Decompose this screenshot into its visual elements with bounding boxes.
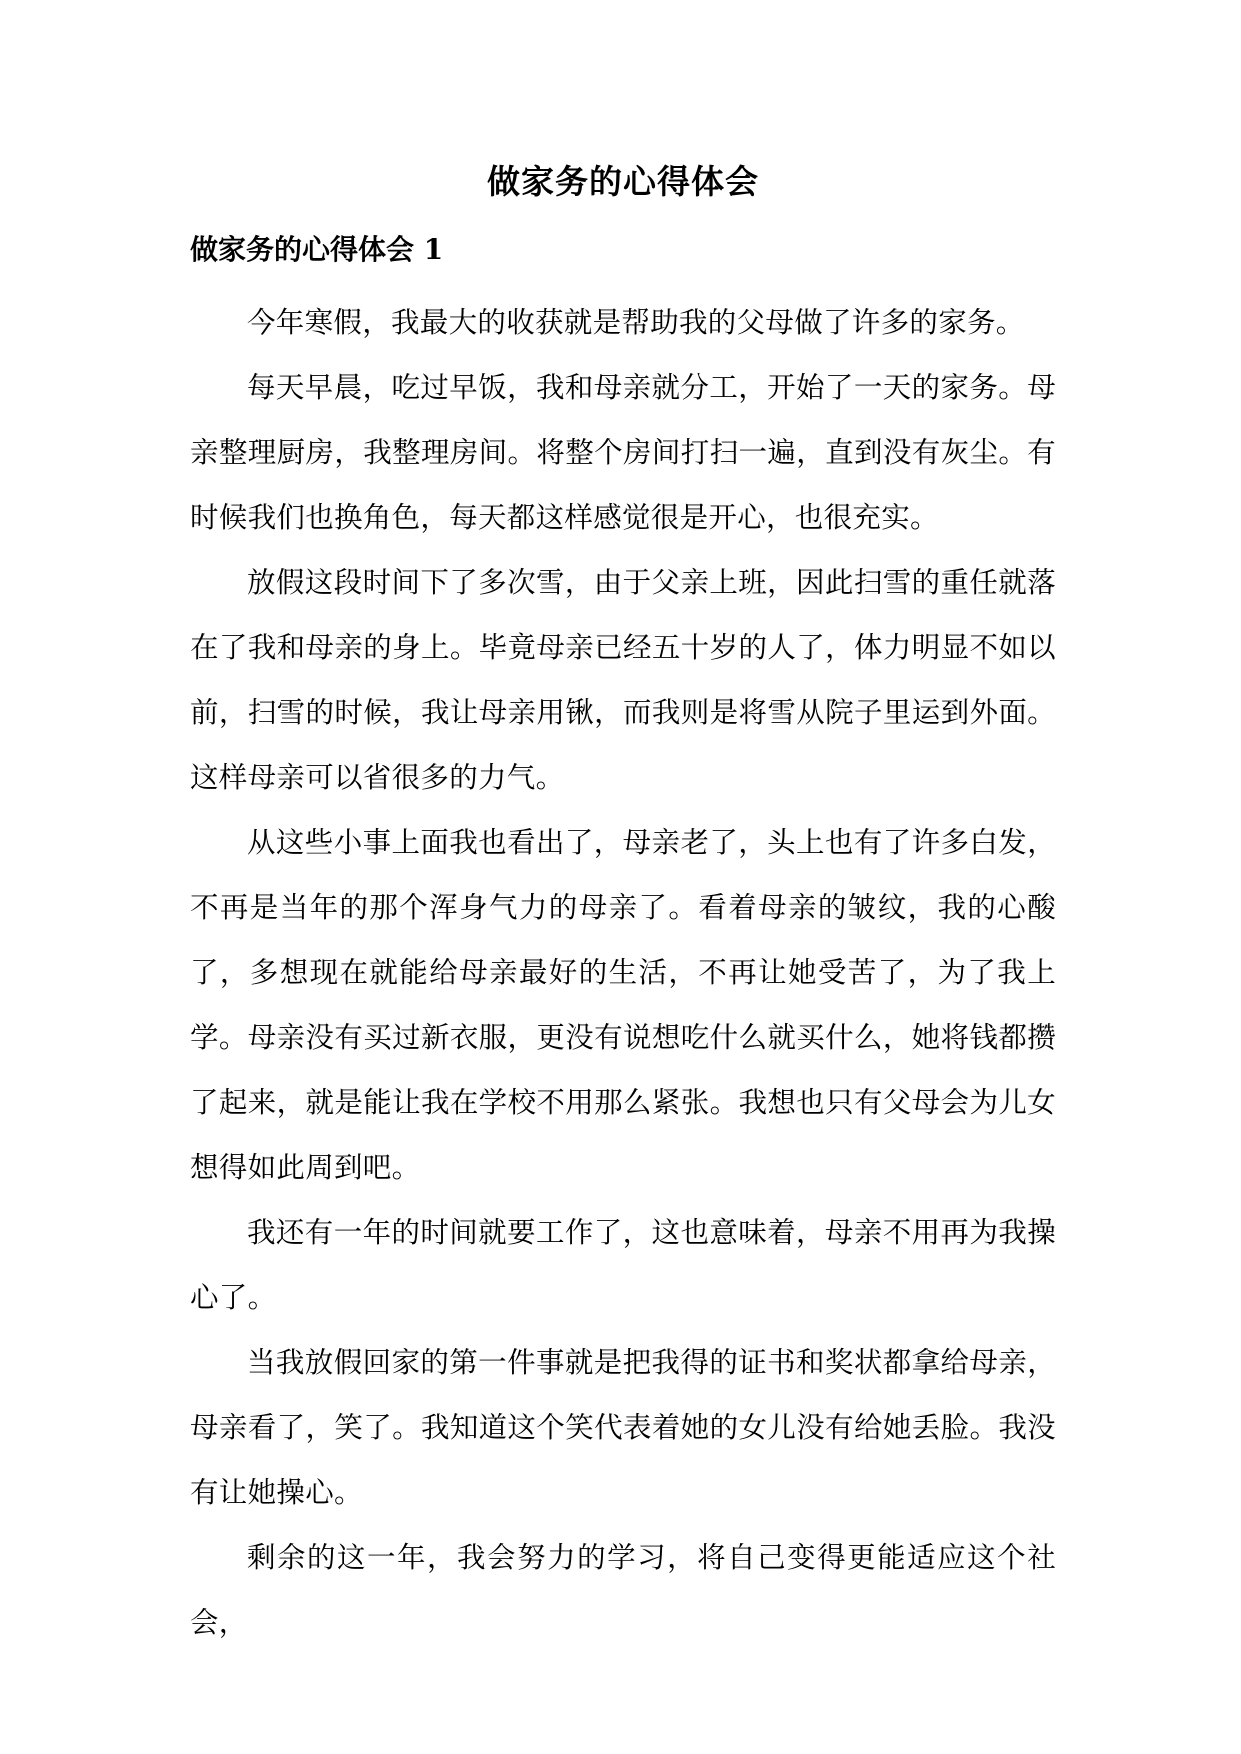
- paragraph: 每天早晨，吃过早饭，我和母亲就分工，开始了一天的家务。母亲整理厨房，我整理房间。将整个房间打扫一遍，直到没有灰尘。有时候我们也换角色，每天都这样感觉很是开心，也很充实。: [190, 371, 1056, 534]
- paragraph: 我还有一年的时间就要工作了，这也意味着，母亲不用再为我操心了。: [190, 1216, 1056, 1314]
- paragraph: 今年寒假，我最大的收获就是帮助我的父母做了许多的家务。: [247, 306, 1025, 339]
- paragraph: 剩余的这一年，我会努力的学习，将自己变得更能适应这个社会，: [190, 1541, 1056, 1639]
- paragraph: 从这些小事上面我也看出了，母亲老了，头上也有了许多白发，不再是当年的那个浑身气力的母亲了。看着母亲的皱纹，我的心酸了，多想现在就能给母亲最好的生活，不再让她受苦了，为了我上学。母亲没有买过新衣服，更没有说想吃什么就买什么，她将钱都攒了起来，就是能让我在学校不用那么紧张。我想也只有父母会为儿女想得如此周到吧。: [190, 826, 1056, 1184]
- document-body: [190, 290, 1056, 1655]
- paragraph: 放假这段时间下了多次雪，由于父亲上班，因此扫雪的重任就落在了我和母亲的身上。毕竟母亲已经五十岁的人了，体力明显不如以前，扫雪的时候，我让母亲用锹，而我则是将雪从院子里运到外面。这样母亲可以省很多的力气。: [190, 566, 1056, 794]
- paragraph: 当我放假回家的第一件事就是把我得的证书和奖状都拿给母亲，母亲看了，笑了。我知道这个笑代表着她的女儿没有给她丢脸。我没有让她操心。: [190, 1346, 1056, 1509]
- section-heading: 做家务的心得体会 1: [190, 233, 444, 266]
- document-title: 做家务的心得体会: [487, 162, 759, 201]
